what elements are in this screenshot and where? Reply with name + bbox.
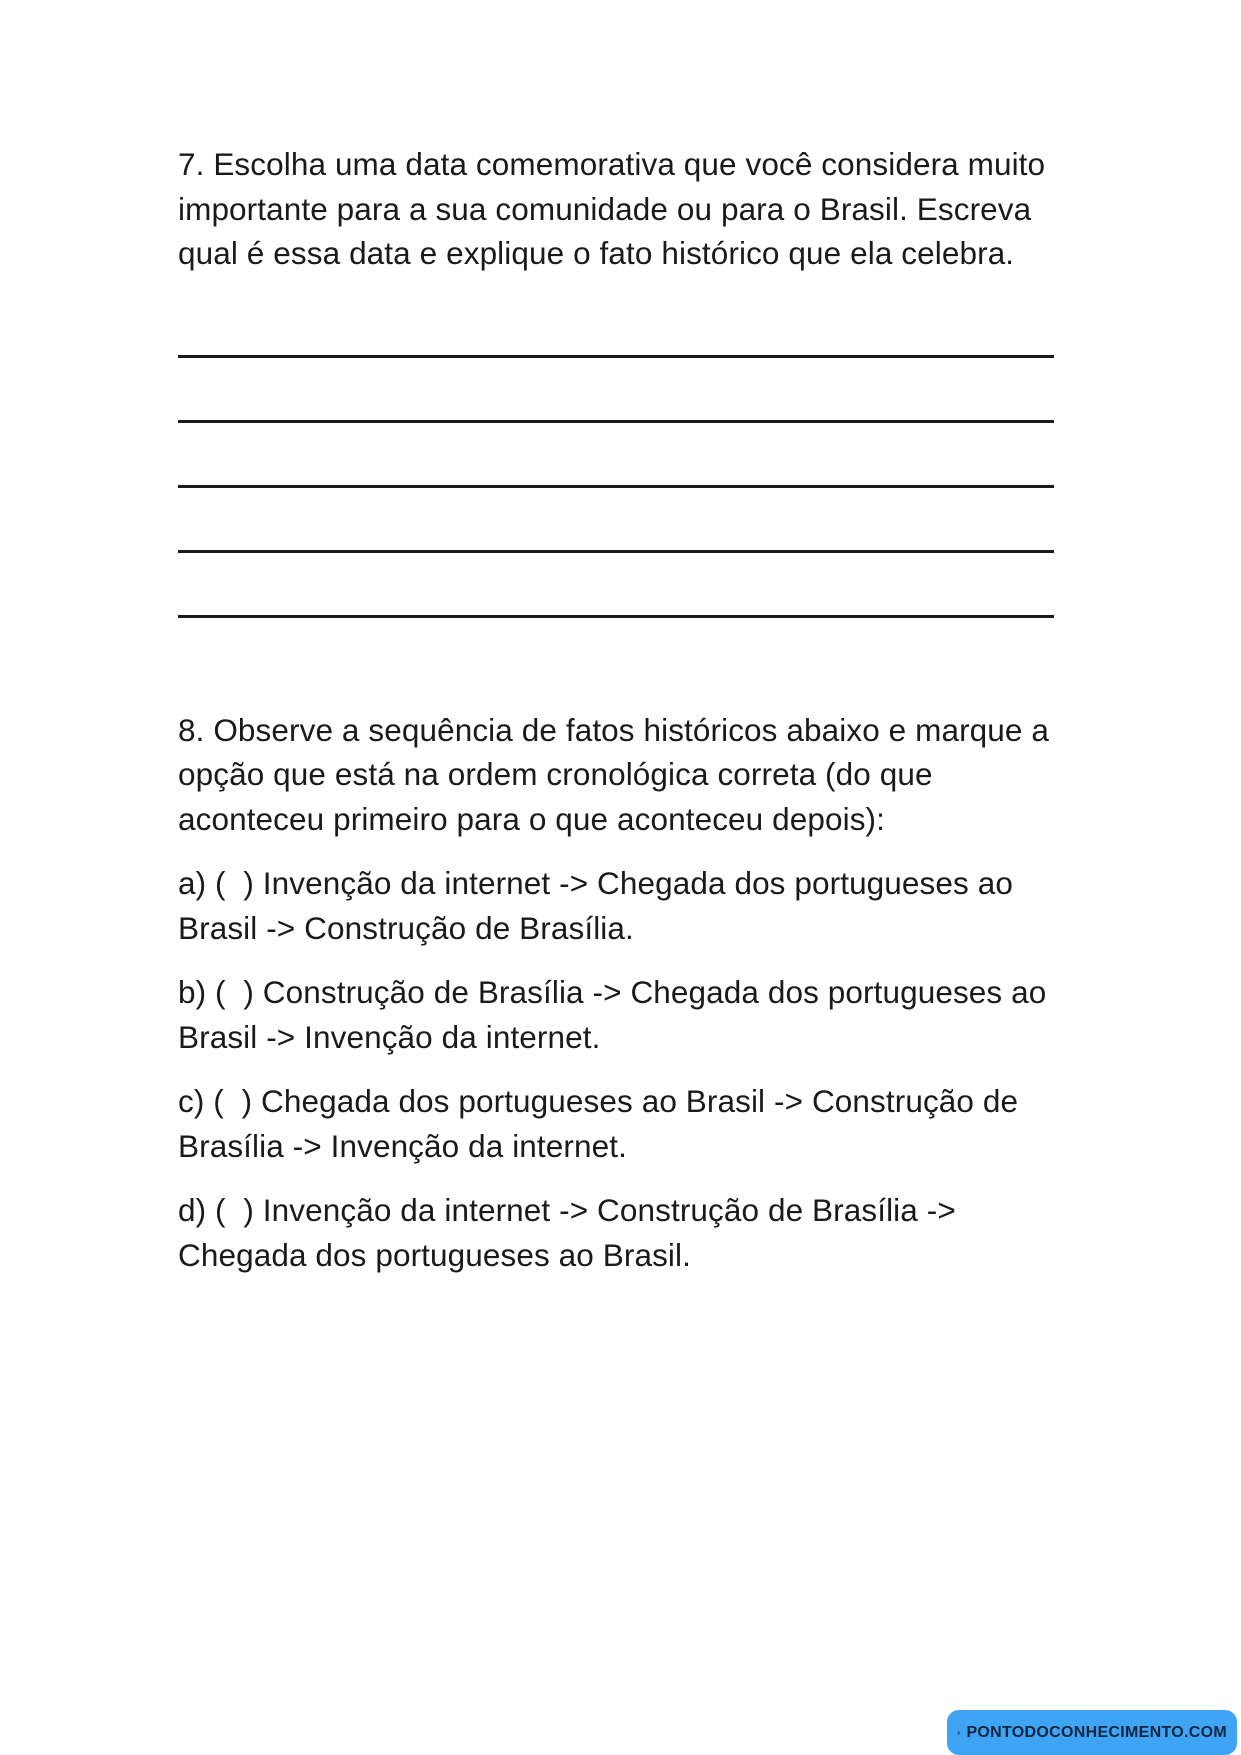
graduate-reading-book-icon — [957, 1719, 960, 1747]
answer-line[interactable] — [178, 553, 1054, 618]
option-c[interactable]: c) ( ) Chegada dos portugueses ao Brasil -> Construção de Brasília -> Invenção da internet. — [178, 1083, 1019, 1164]
question-8-text: 8. Observe a sequência de fatos históricos abaixo e marque a opção que está na ordem cronológica correta (do que aconteceu primeiro para o que aconteceu depois): — [178, 711, 1050, 837]
site-badge — [947, 1710, 1237, 1755]
question-7-text: 7. Escolha uma data comemorativa que você considera muito importante para a sua comunidade ou para o Brasil. Escreva qual é essa data e explique o fato histórico que ela celebra. — [178, 146, 1046, 271]
badge-text: PONTODOCONHECIMENTO.COM — [966, 1723, 1227, 1741]
answer-lines — [178, 318, 1054, 618]
answer-line[interactable] — [178, 488, 1054, 553]
option-d[interactable]: d) ( ) Invenção da internet -> Construção de Brasília -> Chegada dos portugueses ao Brasil. — [178, 1192, 956, 1273]
worksheet-page — [178, 142, 1078, 1277]
answer-line[interactable] — [178, 318, 1054, 358]
option-b[interactable]: b) ( ) Construção de Brasília -> Chegada dos portugueses ao Brasil -> Invenção da internet. — [178, 974, 1047, 1055]
answer-line[interactable] — [178, 358, 1054, 423]
option-a[interactable]: a) ( ) Invenção da internet -> Chegada dos portugueses ao Brasil -> Construção de Brasília. — [178, 865, 1013, 946]
answer-line[interactable] — [178, 423, 1054, 488]
